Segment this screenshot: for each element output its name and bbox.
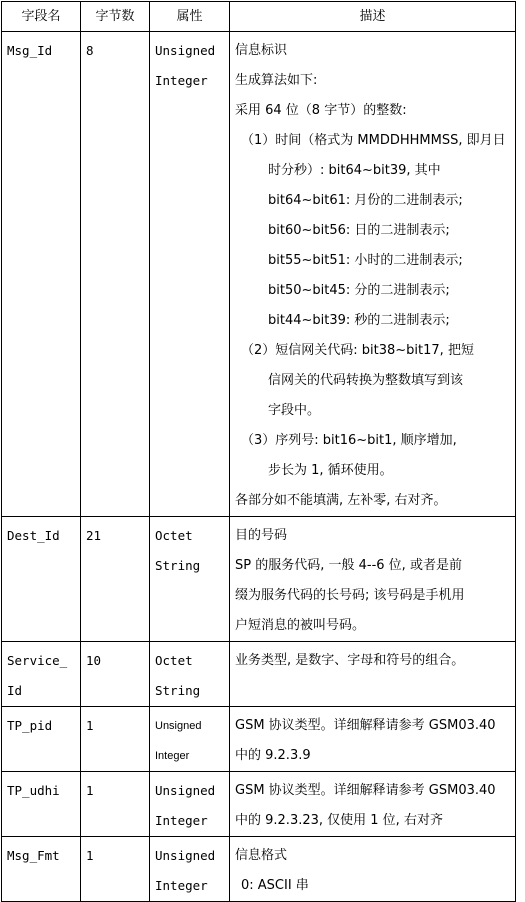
cell-field-name: TP_udhi: [2, 772, 81, 837]
cell-description: [230, 517, 516, 642]
desc-line: 户短消息的被叫号码。: [235, 618, 366, 633]
cell-field-name: Dest_Id: [2, 517, 81, 642]
desc-line: 信息格式: [235, 848, 288, 863]
desc-line: bit64~bit61: 月份的二进制表示;: [268, 193, 463, 208]
desc-line: 信息标识: [235, 43, 288, 58]
attr-line: Unsigned: [155, 783, 216, 798]
desc-line: 时分秒）: bit64~bit39, 其中: [268, 163, 441, 178]
desc-line: 缀为服务代码的长号码; 该号码是手机用: [235, 588, 465, 603]
desc-line: 中的 9.2.3.23, 仅使用 1 位, 右对齐: [235, 813, 443, 828]
cell-attribute: [150, 517, 230, 642]
table-row: [2, 837, 516, 902]
header-attribute: 属性: [150, 2, 230, 32]
cell-attribute: [150, 642, 230, 707]
cell-bytes: 1: [81, 772, 150, 837]
cell-description: [230, 707, 516, 772]
table-header-row: [2, 2, 516, 32]
attr-line: Integer: [155, 73, 208, 88]
table-row: [2, 32, 516, 517]
cell-description: [230, 642, 516, 707]
desc-line: SP 的服务代码, 一般 4--6 位, 或者是前: [235, 558, 462, 573]
cell-field-name: Msg_Id: [2, 32, 81, 517]
attr-line: Unsigned: [155, 848, 216, 863]
attr-line: Integer: [155, 878, 208, 893]
desc-line: 0: ASCII 串: [241, 878, 309, 893]
cell-attribute: [150, 772, 230, 837]
attr-line: Unsigned: [155, 720, 202, 732]
attr-line: Integer: [155, 813, 208, 828]
header-field-name: 字段名: [2, 2, 81, 32]
cell-description: [230, 837, 516, 902]
desc-line: 信网关的代码转换为整数填写到该: [268, 373, 464, 388]
desc-line: 生成算法如下:: [235, 73, 318, 88]
field-line: Id: [7, 683, 23, 698]
field-spec-table: [1, 1, 516, 902]
attr-line: Integer: [155, 750, 190, 762]
desc-line: 步长为 1, 循环使用。: [268, 463, 393, 478]
header-description: 描述: [230, 2, 516, 32]
desc-line: GSM 协议类型。详细解释请参考 GSM03.40: [235, 718, 496, 733]
cell-bytes: 8: [81, 32, 150, 517]
field-line: Service_: [7, 653, 68, 668]
desc-line: 采用 64 位（8 字节）的整数:: [235, 103, 407, 118]
desc-line: 各部分如不能填满, 左补零, 右对齐。: [235, 493, 447, 508]
table-row: [2, 517, 516, 642]
desc-line: （3）序列号: bit16~bit1, 顺序增加,: [241, 433, 457, 448]
cell-bytes: 10: [81, 642, 150, 707]
attr-line: String: [155, 683, 201, 698]
cell-attribute: [150, 32, 230, 517]
desc-line: 中的 9.2.3.9: [235, 748, 311, 763]
header-bytes: 字节数: [81, 2, 150, 32]
desc-line: bit50~bit45: 分的二进制表示;: [268, 283, 450, 298]
desc-line: bit44~bit39: 秒的二进制表示;: [268, 313, 450, 328]
attr-line: String: [155, 558, 201, 573]
attr-line: Octet: [155, 653, 193, 668]
cell-description: [230, 32, 516, 517]
cell-bytes: 21: [81, 517, 150, 642]
desc-line: GSM 协议类型。详细解释请参考 GSM03.40: [235, 783, 496, 798]
desc-line: 业务类型, 是数字、字母和符号的组合。: [235, 653, 465, 668]
cell-attribute: [150, 837, 230, 902]
desc-line: 目的号码: [235, 528, 288, 543]
table-row: [2, 707, 516, 772]
cell-field-name: TP_pid: [2, 707, 81, 772]
cell-bytes: 1: [81, 707, 150, 772]
desc-line: （2）短信网关代码: bit38~bit17, 把短: [241, 343, 474, 358]
cell-field-name: Msg_Fmt: [2, 837, 81, 902]
desc-line: bit55~bit51: 小时的二进制表示;: [268, 253, 463, 268]
cell-field-name: [2, 642, 81, 707]
attr-line: Octet: [155, 528, 193, 543]
cell-bytes: 1: [81, 837, 150, 902]
table-row: [2, 772, 516, 837]
desc-line: bit60~bit56: 日的二进制表示;: [268, 223, 450, 238]
cell-attribute: [150, 707, 230, 772]
table-row: [2, 642, 516, 707]
attr-line: Unsigned: [155, 43, 216, 58]
desc-line: （1）时间（格式为 MMDDHHMMSS, 即月日: [241, 133, 506, 148]
cell-description: [230, 772, 516, 837]
desc-line: 字段中。: [268, 403, 321, 418]
